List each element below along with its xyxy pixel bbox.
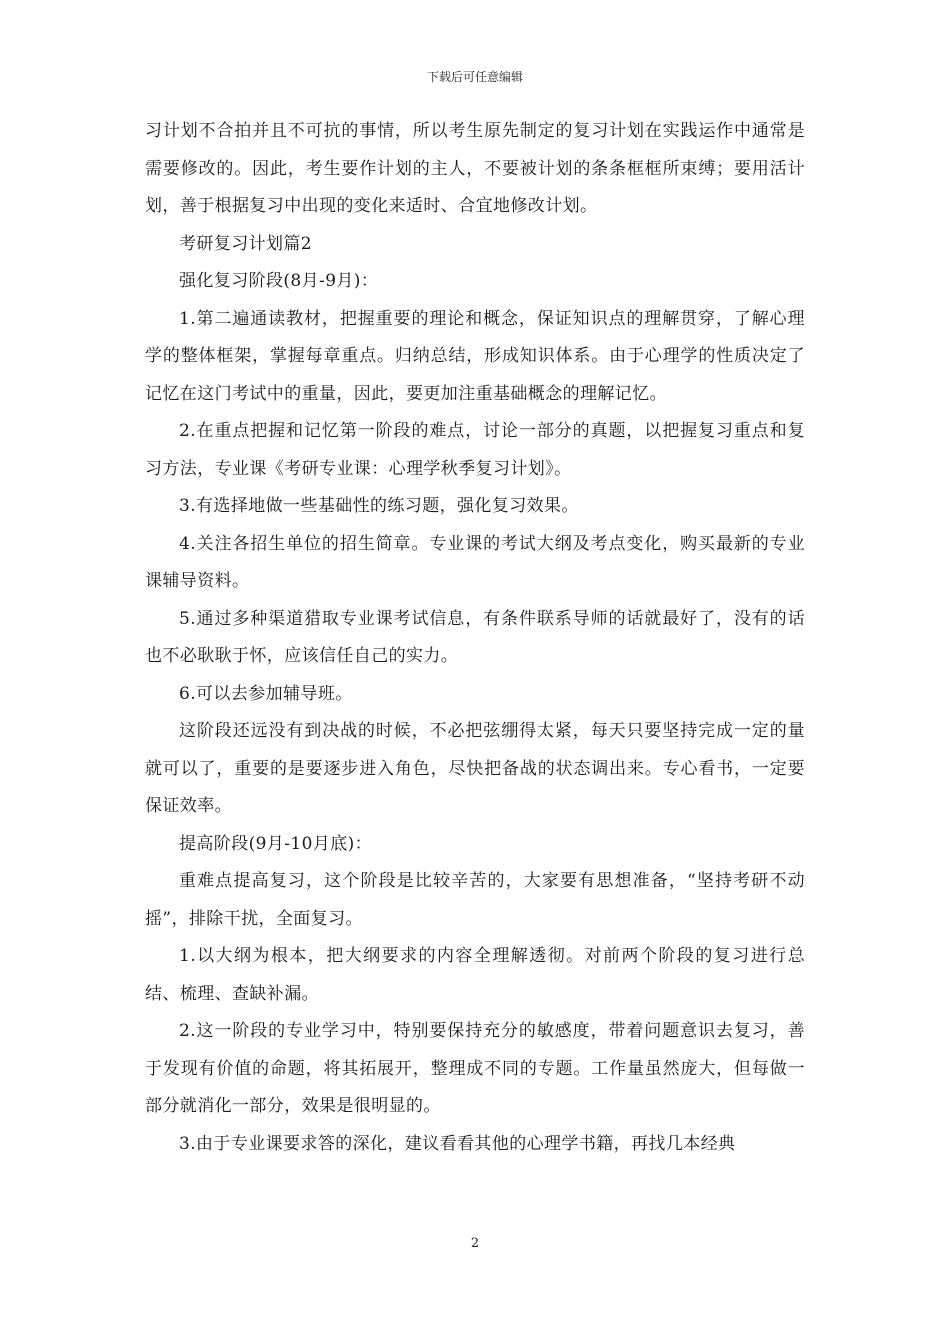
page-number: 2 [470,1236,480,1251]
paragraph: 习计划不合拍并且不可抗的事情，所以考生原先制定的复习计划在实践运作中通常是需要修改的。因此，考生要作计划的主人，不要被计划的条条框框所束缚；要用活计划，善于根据复习中出现的变化来适时、合宜地修改计划。 [145,121,805,216]
section-heading: 考研复习计划篇2 [179,233,313,254]
list-item: 4.关注各招生单位的招生简章。专业课的考试大纲及考点变化，购买最新的专业课辅导资料。 [145,533,805,591]
list-item: 6.可以去参加辅导班。 [179,683,353,704]
paragraph: 重难点提高复习，这个阶段是比较辛苦的，大家要有思想准备，“坚持考研不动摇”，排除干扰，全面复习。 [145,871,805,929]
page-header: 下载后可任意编辑 [426,70,523,84]
stage-heading: 提高阶段(9月-10月底)： [179,833,373,854]
paragraph: 这阶段还远没有到决战的时候，不必把弦绷得太紧，每天只要坚持完成一定的量就可以了，重要的是要逐步进入角色，尽快把备战的状态调出来。专心看书，一定要保证效率。 [145,721,805,816]
list-item: 5.通过多种渠道猎取专业课考试信息，有条件联系导师的话就最好了，没有的话也不必耿耿于怀，应该信任自己的实力。 [145,608,805,666]
list-item: 1.第二遍通读教材，把握重要的理论和概念，保证知识点的理解贯穿，了解心理学的整体框架，掌握每章重点。归纳总结，形成知识体系。由于心理学的性质决定了记忆在这门考试中的重量，因此，要更加注重基础概念的理解记忆。 [145,308,805,404]
list-item: 2.这一阶段的专业学习中，特别要保持充分的敏感度，带着问题意识去复习，善于发现有价值的命题，将其拓展开，整理成不同的专题。工作量虽然庞大，但每做一部分就消化一部分，效果是很明显的。 [145,1021,805,1116]
list-item: 3.由于专业课要求答的深化，建议看看其他的心理学书籍，再找几本经典 [179,1133,736,1154]
list-item: 1.以大纲为根本，把大纲要求的内容全理解透彻。对前两个阶段的复习进行总结、梳理、查缺补漏。 [145,946,805,1004]
stage-heading: 强化复习阶段(8月-9月)： [179,271,379,291]
list-item: 2.在重点把握和记忆第一阶段的难点，讨论一部分的真题，以把握复习重点和复习方法，专业课《考研专业课：心理学秋季复习计划》。 [145,421,805,479]
list-item: 3.有选择地做一些基础性的练习题，强化复习效果。 [179,496,579,516]
document-body [145,113,805,1163]
